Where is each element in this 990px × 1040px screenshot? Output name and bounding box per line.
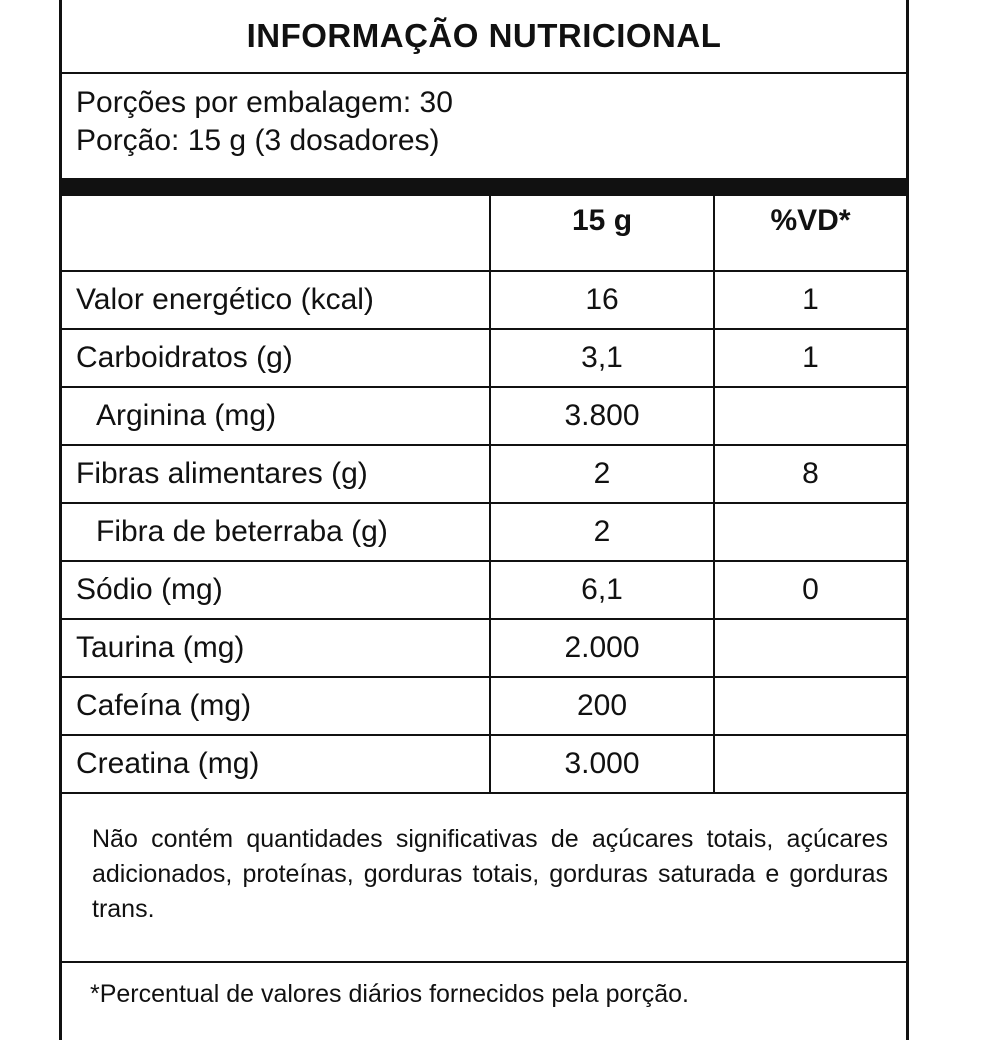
nutrient-name: Valor energético (kcal) (62, 271, 490, 329)
nutrient-amount: 3.000 (490, 735, 714, 793)
table-row (62, 503, 906, 561)
header-vd: %VD* (714, 196, 906, 271)
nutrient-amount: 3.800 (490, 387, 714, 445)
nutrient-name: Cafeína (mg) (62, 677, 490, 735)
divider (62, 961, 906, 963)
nutrient-vd: 8 (714, 445, 906, 503)
table-row (62, 387, 906, 445)
nutrient-vd (714, 619, 906, 677)
vd-footnote: *Percentual de valores diários fornecidos pela porção. (90, 980, 689, 1008)
nutrient-name: Arginina (mg) (62, 387, 490, 445)
serving-info (76, 84, 453, 160)
nutrient-name: Taurina (mg) (62, 619, 490, 677)
nutrient-name: Carboidratos (g) (62, 329, 490, 387)
nutrient-amount: 3,1 (490, 329, 714, 387)
thick-divider (62, 178, 906, 196)
nutrient-amount: 200 (490, 677, 714, 735)
nutrient-name: Fibras alimentares (g) (62, 445, 490, 503)
nutrition-facts-label (59, 0, 909, 1040)
nutrient-name: Fibra de beterraba (g) (62, 503, 490, 561)
nutrient-vd (714, 503, 906, 561)
nutrient-vd (714, 387, 906, 445)
label-title: INFORMAÇÃO NUTRICIONAL (62, 0, 906, 74)
nutrient-vd: 0 (714, 561, 906, 619)
nutrient-name: Sódio (mg) (62, 561, 490, 619)
header-nutrient (62, 196, 490, 271)
servings-per-package: Porções por embalagem: 30 (76, 86, 453, 119)
table-row (62, 561, 906, 619)
table-row (62, 619, 906, 677)
table-body (62, 271, 906, 793)
nutrient-vd (714, 735, 906, 793)
serving-size: Porção: 15 g (3 dosadores) (76, 124, 440, 157)
nutrient-amount: 2 (490, 503, 714, 561)
table-row (62, 329, 906, 387)
table-header-row (62, 196, 906, 271)
nutrient-amount: 2 (490, 445, 714, 503)
nutrient-name: Creatina (mg) (62, 735, 490, 793)
nutrient-amount: 16 (490, 271, 714, 329)
table-row (62, 677, 906, 735)
table-row (62, 445, 906, 503)
nutrient-vd (714, 677, 906, 735)
table-row (62, 271, 906, 329)
nutrient-amount: 6,1 (490, 561, 714, 619)
not-significant-note: Não contém quantidades significativas de açúcares totais, açúcares adicionados, proteínas, gorduras totais, gorduras saturada e gorduras trans. (92, 825, 888, 923)
nutrient-vd: 1 (714, 329, 906, 387)
header-amount: 15 g (490, 196, 714, 271)
nutrient-vd: 1 (714, 271, 906, 329)
nutrition-table (62, 196, 906, 794)
nutrient-amount: 2.000 (490, 619, 714, 677)
table-row (62, 735, 906, 793)
